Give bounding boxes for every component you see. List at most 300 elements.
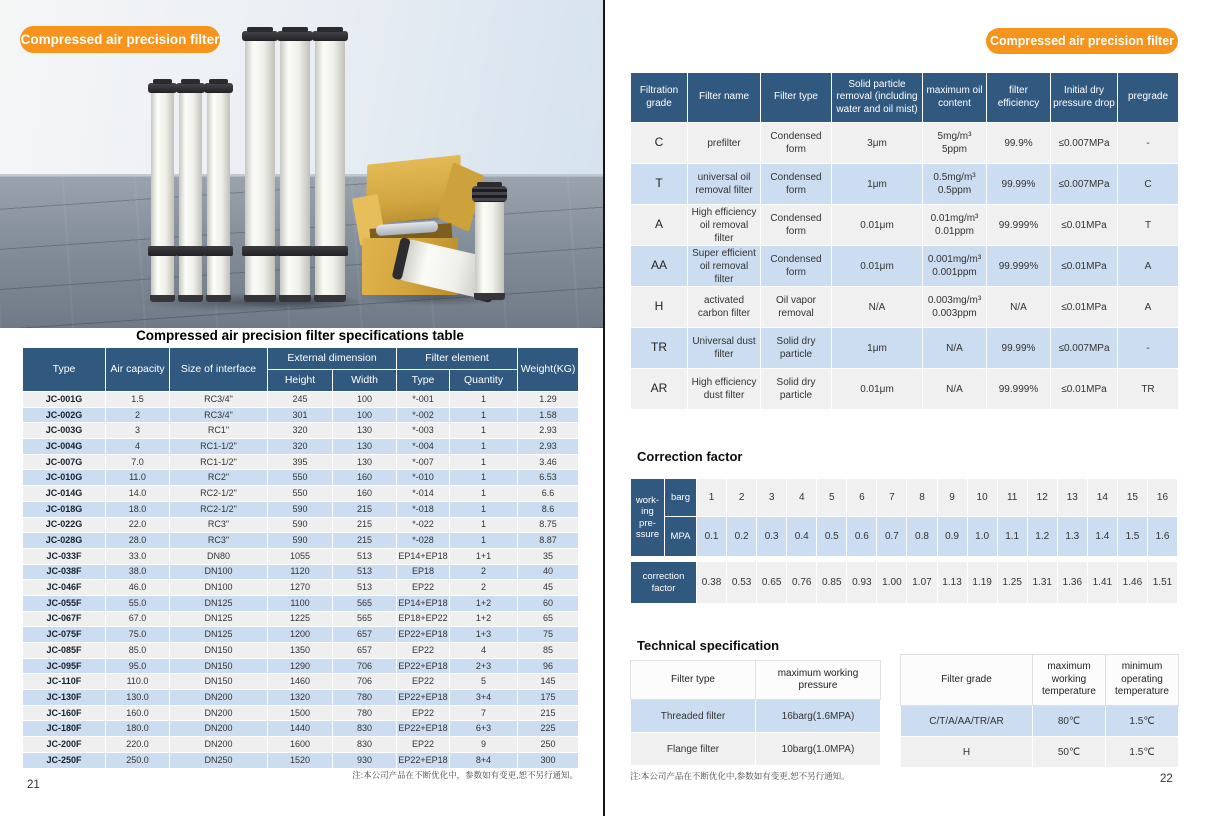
table-cell: 11 xyxy=(997,479,1027,517)
table-cell: 1+1 xyxy=(450,548,518,564)
col-header-filter-element: Filter element xyxy=(397,348,518,370)
table-cell: JC-010G xyxy=(23,470,106,486)
table-cell: 100 xyxy=(333,407,397,423)
table-cell: H xyxy=(901,737,1033,768)
table-cell: 6.53 xyxy=(518,470,579,486)
table-cell: 160 xyxy=(333,470,397,486)
table-cell: Condensed form xyxy=(761,164,832,205)
table-cell: JC-033F xyxy=(23,548,106,564)
pressure-header-row xyxy=(631,661,881,700)
col-header: Filter name xyxy=(688,73,761,123)
table-cell: DN200 xyxy=(170,721,268,737)
table-row xyxy=(23,517,579,533)
table-cell: 0.7 xyxy=(877,517,907,557)
table-cell: 3+4 xyxy=(450,690,518,706)
table-cell: 1100 xyxy=(268,595,333,611)
table-cell: 0.01μm xyxy=(832,205,923,246)
table-cell: 15 xyxy=(1117,479,1147,517)
table-cell: 3 xyxy=(757,479,787,517)
table-cell: Solid dry particle xyxy=(761,328,832,369)
table-cell: 28.0 xyxy=(106,533,170,549)
table-cell: 1520 xyxy=(268,752,333,768)
col-header: filter efficiency xyxy=(987,73,1051,123)
table-cell: 1.3 xyxy=(1057,517,1087,557)
table-cell: 300 xyxy=(518,752,579,768)
table-cell: 1290 xyxy=(268,658,333,674)
table-cell: 0.01mg/m³ 0.01ppm xyxy=(923,205,987,246)
table-row xyxy=(23,454,579,470)
col-header: maximum working temperature xyxy=(1033,655,1106,706)
table-row xyxy=(23,564,579,580)
table-cell: 0.85 xyxy=(817,562,847,604)
table-cell: 1.41 xyxy=(1087,562,1117,604)
table-cell: JC-095F xyxy=(23,658,106,674)
table-row xyxy=(631,246,1179,287)
table-cell: 215 xyxy=(333,517,397,533)
table-cell: Solid dry particle xyxy=(761,369,832,410)
table-cell: 1.29 xyxy=(518,392,579,408)
table-row xyxy=(23,533,579,549)
table-cell: 8.6 xyxy=(518,501,579,517)
table-cell: 65 xyxy=(518,611,579,627)
table-cell: 590 xyxy=(268,501,333,517)
table-cell: 7 xyxy=(877,479,907,517)
table-cell: 3 xyxy=(106,423,170,439)
table-row xyxy=(901,737,1179,768)
table-cell: 0.01μm xyxy=(832,369,923,410)
table-cell: 8+4 xyxy=(450,752,518,768)
table-cell: 1200 xyxy=(268,627,333,643)
table-cell: 100 xyxy=(333,392,397,408)
table-cell: JC-014G xyxy=(23,486,106,502)
table-cell: EP22 xyxy=(397,737,450,753)
table-cell: *-010 xyxy=(397,470,450,486)
table-cell: ≤0.01MPa xyxy=(1051,369,1118,410)
table-cell: 1 xyxy=(450,454,518,470)
table-cell: RC1-1/2" xyxy=(170,454,268,470)
table-cell: 513 xyxy=(333,564,397,580)
table-cell: 130.0 xyxy=(106,690,170,706)
table-cell: 99.99% xyxy=(987,164,1051,205)
table-cell: A xyxy=(631,205,688,246)
table-cell: 0.38 xyxy=(697,562,727,604)
table-cell: 2.93 xyxy=(518,439,579,455)
table-cell: 1440 xyxy=(268,721,333,737)
table-cell: 1 xyxy=(450,486,518,502)
table-cell: 1600 xyxy=(268,737,333,753)
table-cell: 1120 xyxy=(268,564,333,580)
table-cell: JC-001G xyxy=(23,392,106,408)
table-row xyxy=(23,705,579,721)
table-cell: 45 xyxy=(518,580,579,596)
table-cell: 1.00 xyxy=(877,562,907,604)
table-cell: 550 xyxy=(268,486,333,502)
table-cell: 6.6 xyxy=(518,486,579,502)
table-cell: 930 xyxy=(333,752,397,768)
table-cell: 9 xyxy=(450,737,518,753)
table-row xyxy=(23,392,579,408)
table-row xyxy=(631,700,881,733)
table-cell: N/A xyxy=(832,287,923,328)
col-header-type: Type xyxy=(23,348,106,392)
table-cell: 1320 xyxy=(268,690,333,706)
spec-table-title: Compressed air precision filter specifications table xyxy=(136,328,464,343)
table-cell: 0.1 xyxy=(697,517,727,557)
table-cell: 180.0 xyxy=(106,721,170,737)
col-header: Filter type xyxy=(631,661,756,700)
table-cell: 1500 xyxy=(268,705,333,721)
table-cell: RC2-1/2" xyxy=(170,486,268,502)
table-cell: 0.001mg/m³ 0.001ppm xyxy=(923,246,987,287)
table-cell: RC3/4" xyxy=(170,392,268,408)
table-cell: DN125 xyxy=(170,627,268,643)
col-header: Filtration grade xyxy=(631,73,688,123)
col-header-height: Height xyxy=(268,370,333,392)
table-cell: JC-003G xyxy=(23,423,106,439)
col-header-interface: Size of interface xyxy=(170,348,268,392)
table-row xyxy=(23,690,579,706)
table-cell: 50℃ xyxy=(1033,737,1106,768)
table-cell: 215 xyxy=(333,501,397,517)
table-cell: 1460 xyxy=(268,674,333,690)
table-cell: JC-110F xyxy=(23,674,106,690)
table-cell: *-007 xyxy=(397,454,450,470)
spec-table xyxy=(22,347,579,769)
table-cell: Flange filter xyxy=(631,733,756,766)
table-row xyxy=(631,369,1179,410)
table-cell: 1.6 xyxy=(1147,517,1177,557)
table-cell: 1.4 xyxy=(1087,517,1117,557)
table-row xyxy=(631,287,1179,328)
table-cell: 301 xyxy=(268,407,333,423)
table-cell: 1.19 xyxy=(967,562,997,604)
table-cell: 13 xyxy=(1057,479,1087,517)
table-cell: 1 xyxy=(450,470,518,486)
page-number: 22 xyxy=(1160,773,1173,785)
temperature-table-body xyxy=(901,706,1179,768)
table-cell: Super efficient oil removal filter xyxy=(688,246,761,287)
col-header-quantity: Quantity xyxy=(450,370,518,392)
table-cell: JC-160F xyxy=(23,705,106,721)
working-pressure-label: work-ing pre-ssure xyxy=(631,479,665,557)
table-cell: ≤0.007MPa xyxy=(1051,328,1118,369)
table-cell: 38.0 xyxy=(106,564,170,580)
table-row xyxy=(23,752,579,768)
table-cell: 4 xyxy=(787,479,817,517)
table-cell: 46.0 xyxy=(106,580,170,596)
table-cell: 22.0 xyxy=(106,517,170,533)
filter-cartridge xyxy=(475,200,504,300)
table-cell: 1.58 xyxy=(518,407,579,423)
table-cell: 2 xyxy=(106,407,170,423)
table-cell: EP22 xyxy=(397,674,450,690)
table-cell: C/T/A/AA/TR/AR xyxy=(901,706,1033,737)
table-cell: 245 xyxy=(268,392,333,408)
table-cell: EP22+EP18 xyxy=(397,752,450,768)
table-cell: EP22 xyxy=(397,643,450,659)
table-cell: 8.75 xyxy=(518,517,579,533)
col-header: Filter grade xyxy=(901,655,1033,706)
table-cell: EP22+EP18 xyxy=(397,627,450,643)
table-cell: EP22 xyxy=(397,705,450,721)
table-row xyxy=(631,123,1179,164)
table-cell: activated carbon filter xyxy=(688,287,761,328)
table-cell: 5mg/m³ 5ppm xyxy=(923,123,987,164)
col-header: Filter type xyxy=(761,73,832,123)
table-cell: 9 xyxy=(937,479,967,517)
table-cell: 6+3 xyxy=(450,721,518,737)
table-row xyxy=(23,580,579,596)
table-cell: JC-200F xyxy=(23,737,106,753)
table-cell: 0.9 xyxy=(937,517,967,557)
table-cell: universal oil removal filter xyxy=(688,164,761,205)
table-cell: 1350 xyxy=(268,643,333,659)
table-cell: Threaded filter xyxy=(631,700,756,733)
temperature-spec-table xyxy=(900,654,1179,768)
table-cell: 5 xyxy=(450,674,518,690)
pressure-table-body xyxy=(631,700,881,766)
filter-cartridge xyxy=(207,90,230,302)
table-cell: 33.0 xyxy=(106,548,170,564)
table-cell: Oil vapor removal xyxy=(761,287,832,328)
table-row xyxy=(23,470,579,486)
table-row xyxy=(23,627,579,643)
table-cell: Condensed form xyxy=(761,123,832,164)
table-cell: *-002 xyxy=(397,407,450,423)
table-cell: RC3" xyxy=(170,517,268,533)
table-cell: TR xyxy=(1118,369,1179,410)
table-row xyxy=(23,737,579,753)
table-cell: ≤0.01MPa xyxy=(1051,246,1118,287)
table-cell: 550 xyxy=(268,470,333,486)
table-cell: DN80 xyxy=(170,548,268,564)
table-cell: H xyxy=(631,287,688,328)
table-cell: EP22+EP18 xyxy=(397,658,450,674)
table-cell: 14.0 xyxy=(106,486,170,502)
filter-cartridge xyxy=(151,90,174,302)
table-cell: 130 xyxy=(333,439,397,455)
table-cell: 1.46 xyxy=(1117,562,1147,604)
table-cell: 320 xyxy=(268,439,333,455)
table-cell: 0.93 xyxy=(847,562,877,604)
table-row xyxy=(23,501,579,517)
table-cell: DN125 xyxy=(170,611,268,627)
spec-table-body xyxy=(23,392,579,769)
table-cell: 1 xyxy=(450,439,518,455)
table-cell: RC2" xyxy=(170,470,268,486)
table-cell: AA xyxy=(631,246,688,287)
table-cell: 99.999% xyxy=(987,246,1051,287)
grade-table-body xyxy=(631,123,1179,410)
table-cell: 1.5℃ xyxy=(1106,737,1179,768)
table-cell: 67.0 xyxy=(106,611,170,627)
table-cell: 1 xyxy=(450,533,518,549)
table-cell: 145 xyxy=(518,674,579,690)
table-cell: 1.2 xyxy=(1027,517,1057,557)
table-row xyxy=(23,674,579,690)
col-header-external-dimension: External dimension xyxy=(268,348,397,370)
table-cell: Universal dust filter xyxy=(688,328,761,369)
pressure-spec-table xyxy=(630,660,881,766)
correction-factor-row xyxy=(631,562,1178,604)
table-cell: 0.5mg/m³ 0.5ppm xyxy=(923,164,987,205)
table-row xyxy=(23,407,579,423)
table-cell: 160 xyxy=(333,486,397,502)
table-cell: 75.0 xyxy=(106,627,170,643)
table-cell: DN200 xyxy=(170,737,268,753)
table-cell: EP22+EP18 xyxy=(397,721,450,737)
table-cell: 6 xyxy=(847,479,877,517)
table-cell: 5 xyxy=(817,479,847,517)
table-cell: JC-180F xyxy=(23,721,106,737)
table-row xyxy=(23,611,579,627)
table-row xyxy=(23,548,579,564)
table-cell: A xyxy=(1118,287,1179,328)
table-cell: 0.76 xyxy=(787,562,817,604)
table-cell: 75 xyxy=(518,627,579,643)
table-cell: 40 xyxy=(518,564,579,580)
table-cell: 565 xyxy=(333,595,397,611)
table-cell: DN100 xyxy=(170,564,268,580)
table-row xyxy=(23,595,579,611)
table-row xyxy=(631,205,1179,246)
table-row xyxy=(23,643,579,659)
banner-label: Compressed air precision filter xyxy=(20,32,220,47)
table-cell: 130 xyxy=(333,454,397,470)
table-cell: JC-075F xyxy=(23,627,106,643)
table-cell: T xyxy=(1118,205,1179,246)
table-cell: ≤0.01MPa xyxy=(1051,287,1118,328)
spec-header-row xyxy=(23,348,579,370)
table-row xyxy=(631,164,1179,205)
table-cell: 0.6 xyxy=(847,517,877,557)
table-cell: 80℃ xyxy=(1033,706,1106,737)
table-cell: 590 xyxy=(268,533,333,549)
col-header: pregrade xyxy=(1118,73,1179,123)
table-cell: 1μm xyxy=(832,164,923,205)
table-cell: JC-022G xyxy=(23,517,106,533)
table-cell: 85.0 xyxy=(106,643,170,659)
table-cell: JC-038F xyxy=(23,564,106,580)
table-cell: 780 xyxy=(333,705,397,721)
table-cell: 1.31 xyxy=(1027,562,1057,604)
col-header: maximum working pressure xyxy=(756,661,881,700)
table-cell: RC2-1/2" xyxy=(170,501,268,517)
table-cell: 16 xyxy=(1147,479,1177,517)
table-cell: 1.25 xyxy=(997,562,1027,604)
table-cell: TR xyxy=(631,328,688,369)
table-cell: ≤0.007MPa xyxy=(1051,164,1118,205)
table-cell: DN100 xyxy=(170,580,268,596)
table-cell: EP18+EP22 xyxy=(397,611,450,627)
table-cell: JC-046F xyxy=(23,580,106,596)
table-cell: 706 xyxy=(333,674,397,690)
grade-header-row xyxy=(631,73,1179,123)
table-cell: 0.53 xyxy=(727,562,757,604)
table-cell: *-004 xyxy=(397,439,450,455)
table-cell: 8 xyxy=(907,479,937,517)
page-banner xyxy=(986,28,1178,54)
disclaimer-note: 注:本公司产品在不断优化中,参数如有变更,恕不另行通知。 xyxy=(630,771,850,781)
barg-row xyxy=(631,479,1178,517)
table-cell: 96 xyxy=(518,658,579,674)
table-cell: 35 xyxy=(518,548,579,564)
table-cell: ≤0.01MPa xyxy=(1051,205,1118,246)
banner-label: Compressed air precision filter xyxy=(989,34,1175,48)
table-cell: 220.0 xyxy=(106,737,170,753)
table-cell: DN200 xyxy=(170,705,268,721)
table-cell: *-022 xyxy=(397,517,450,533)
table-cell: 8.87 xyxy=(518,533,579,549)
table-cell: 1.13 xyxy=(937,562,967,604)
col-header-elem-type: Type xyxy=(397,370,450,392)
table-cell: 0.8 xyxy=(907,517,937,557)
table-cell: EP14+EP18 xyxy=(397,548,450,564)
table-cell: EP18 xyxy=(397,564,450,580)
table-cell: 1 xyxy=(450,407,518,423)
table-cell: 99.999% xyxy=(987,369,1051,410)
table-cell: 830 xyxy=(333,737,397,753)
table-cell: 780 xyxy=(333,690,397,706)
table-cell: 16barg(1.6MPA) xyxy=(756,700,881,733)
table-cell: 0.01μm xyxy=(832,246,923,287)
correction-factor-values-table xyxy=(630,561,1178,604)
table-cell: JC-067F xyxy=(23,611,106,627)
table-cell: RC1" xyxy=(170,423,268,439)
table-cell: JC-250F xyxy=(23,752,106,768)
table-cell: DN200 xyxy=(170,690,268,706)
table-cell: 0.2 xyxy=(727,517,757,557)
col-header-width: Width xyxy=(333,370,397,392)
col-header: Initial dry pressure drop xyxy=(1051,73,1118,123)
table-row xyxy=(23,486,579,502)
table-cell: High efficiency dust filter xyxy=(688,369,761,410)
table-cell: High efficiency oil removal filter xyxy=(688,205,761,246)
table-cell: JC-130F xyxy=(23,690,106,706)
table-cell: 95.0 xyxy=(106,658,170,674)
table-cell: 0.5 xyxy=(817,517,847,557)
table-cell: 60 xyxy=(518,595,579,611)
table-cell: C xyxy=(1118,164,1179,205)
table-cell: 99.99% xyxy=(987,328,1051,369)
table-cell: 2.93 xyxy=(518,423,579,439)
page-banner xyxy=(20,26,220,53)
table-cell: 85 xyxy=(518,643,579,659)
table-cell: A xyxy=(1118,246,1179,287)
filter-cartridge xyxy=(280,38,310,302)
correction-factor-label: correction factor xyxy=(631,562,697,604)
table-cell: prefilter xyxy=(688,123,761,164)
table-cell: 513 xyxy=(333,548,397,564)
table-cell: 0.4 xyxy=(787,517,817,557)
table-cell: RC3" xyxy=(170,533,268,549)
table-cell: *-014 xyxy=(397,486,450,502)
table-cell: 1 xyxy=(450,392,518,408)
table-cell: 10 xyxy=(967,479,997,517)
table-cell: *-001 xyxy=(397,392,450,408)
table-cell: 1μm xyxy=(832,328,923,369)
table-row xyxy=(901,706,1179,737)
table-cell: 10barg(1.0MPA) xyxy=(756,733,881,766)
col-header-air-capacity: Air capacity xyxy=(106,348,170,392)
table-cell: 1.1 xyxy=(997,517,1027,557)
table-cell: 99.999% xyxy=(987,205,1051,246)
table-cell: DN150 xyxy=(170,658,268,674)
table-cell: 1 xyxy=(450,517,518,533)
table-cell: DN250 xyxy=(170,752,268,768)
table-cell: JC-018G xyxy=(23,501,106,517)
table-cell: 2 xyxy=(727,479,757,517)
